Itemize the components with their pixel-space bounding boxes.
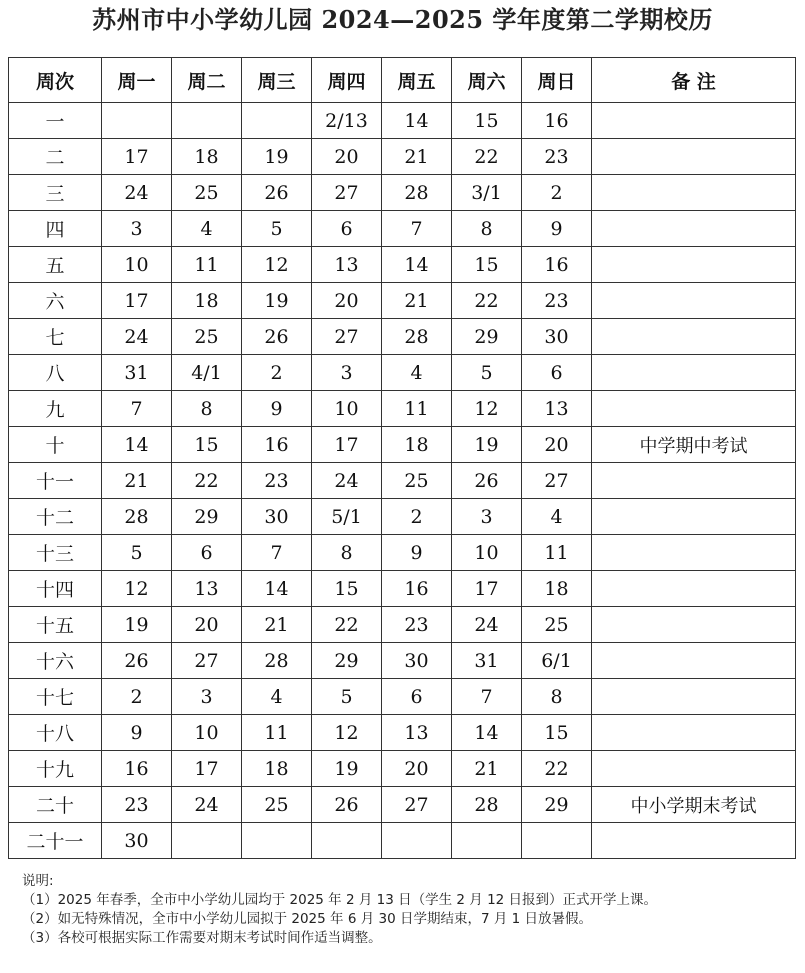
date-cell: 5 <box>242 211 312 247</box>
date-cell: 31 <box>102 355 172 391</box>
date-cell: 6 <box>172 535 242 571</box>
remark-cell <box>592 715 796 751</box>
date-cell: 26 <box>102 643 172 679</box>
table-row <box>9 607 796 643</box>
week-number-cell: 二十 <box>9 787 102 823</box>
date-cell: 19 <box>242 283 312 319</box>
date-cell: 15 <box>522 715 592 751</box>
week-number-cell: 十九 <box>9 751 102 787</box>
remark-cell <box>592 643 796 679</box>
remark-cell <box>592 211 796 247</box>
date-cell: 20 <box>172 607 242 643</box>
date-cell: 26 <box>242 175 312 211</box>
date-cell: 6 <box>312 211 382 247</box>
remark-cell <box>592 355 796 391</box>
date-cell: 18 <box>522 571 592 607</box>
date-cell <box>172 103 242 139</box>
note-item: （2）如无特殊情况，全市中小学幼儿园拟于 2025 年 6 月 30 日学期结束，7 月 1 日放暑假。 <box>22 911 593 927</box>
date-cell: 14 <box>382 247 452 283</box>
date-cell: 28 <box>102 499 172 535</box>
date-cell: 16 <box>242 427 312 463</box>
week-number-cell: 十八 <box>9 715 102 751</box>
header-remarks: 备 注 <box>592 58 796 103</box>
date-cell: 20 <box>312 139 382 175</box>
date-cell: 25 <box>242 787 312 823</box>
header-sun: 周日 <box>522 58 592 103</box>
week-number-cell: 十五 <box>9 607 102 643</box>
date-cell: 14 <box>382 103 452 139</box>
date-cell: 10 <box>102 247 172 283</box>
week-number-cell: 十三 <box>9 535 102 571</box>
date-cell: 3/1 <box>452 175 522 211</box>
date-cell: 24 <box>452 607 522 643</box>
date-cell <box>102 103 172 139</box>
date-cell: 21 <box>382 283 452 319</box>
week-number-cell: 一 <box>9 103 102 139</box>
date-cell: 4 <box>522 499 592 535</box>
table-row <box>9 319 796 355</box>
date-cell: 23 <box>102 787 172 823</box>
date-cell: 2 <box>382 499 452 535</box>
remark-cell <box>592 283 796 319</box>
date-cell: 6 <box>522 355 592 391</box>
table-row <box>9 139 796 175</box>
date-cell: 12 <box>452 391 522 427</box>
date-cell: 7 <box>452 679 522 715</box>
date-cell: 28 <box>452 787 522 823</box>
week-number-cell: 六 <box>9 283 102 319</box>
date-cell: 3 <box>312 355 382 391</box>
date-cell: 23 <box>522 283 592 319</box>
remark-cell <box>592 679 796 715</box>
school-calendar-table <box>8 57 796 859</box>
table-row <box>9 571 796 607</box>
week-number-cell: 四 <box>9 211 102 247</box>
week-number-cell: 九 <box>9 391 102 427</box>
date-cell: 4 <box>242 679 312 715</box>
date-cell: 8 <box>452 211 522 247</box>
date-cell: 27 <box>522 463 592 499</box>
table-row <box>9 211 796 247</box>
date-cell: 16 <box>522 103 592 139</box>
remark-cell <box>592 499 796 535</box>
date-cell: 8 <box>312 535 382 571</box>
date-cell <box>522 823 592 859</box>
date-cell <box>312 823 382 859</box>
date-cell: 30 <box>382 643 452 679</box>
date-cell: 26 <box>312 787 382 823</box>
header-wed: 周三 <box>242 58 312 103</box>
week-number-cell: 二十一 <box>9 823 102 859</box>
date-cell <box>242 823 312 859</box>
table-body <box>9 103 796 859</box>
date-cell: 12 <box>102 571 172 607</box>
remark-cell <box>592 391 796 427</box>
remark-cell <box>592 319 796 355</box>
date-cell: 22 <box>522 751 592 787</box>
date-cell: 10 <box>452 535 522 571</box>
date-cell: 22 <box>172 463 242 499</box>
date-cell: 8 <box>522 679 592 715</box>
header-thu: 周四 <box>312 58 382 103</box>
date-cell: 2 <box>522 175 592 211</box>
date-cell: 11 <box>522 535 592 571</box>
table-row <box>9 103 796 139</box>
date-cell: 16 <box>102 751 172 787</box>
date-cell: 28 <box>242 643 312 679</box>
week-number-cell: 十二 <box>9 499 102 535</box>
week-number-cell: 十六 <box>9 643 102 679</box>
date-cell <box>452 823 522 859</box>
remark-cell <box>592 751 796 787</box>
date-cell: 21 <box>242 607 312 643</box>
date-cell: 21 <box>102 463 172 499</box>
table-row <box>9 715 796 751</box>
date-cell: 23 <box>382 607 452 643</box>
week-number-cell: 十四 <box>9 571 102 607</box>
date-cell: 11 <box>382 391 452 427</box>
date-cell: 9 <box>102 715 172 751</box>
date-cell: 18 <box>242 751 312 787</box>
date-cell: 26 <box>452 463 522 499</box>
date-cell <box>242 103 312 139</box>
date-cell: 24 <box>172 787 242 823</box>
remark-cell <box>592 535 796 571</box>
date-cell: 2 <box>242 355 312 391</box>
date-cell: 30 <box>102 823 172 859</box>
date-cell: 18 <box>172 139 242 175</box>
remark-cell <box>592 247 796 283</box>
remark-cell <box>592 139 796 175</box>
date-cell: 18 <box>382 427 452 463</box>
date-cell: 24 <box>102 175 172 211</box>
table-row <box>9 283 796 319</box>
calendar-title: 苏州市中小学幼儿园 2024—2025 学年度第二学期校历 <box>92 5 713 34</box>
date-cell: 7 <box>102 391 172 427</box>
remark-cell <box>592 463 796 499</box>
date-cell: 22 <box>452 283 522 319</box>
date-cell: 17 <box>452 571 522 607</box>
date-cell: 13 <box>172 571 242 607</box>
table-row <box>9 175 796 211</box>
week-number-cell: 八 <box>9 355 102 391</box>
week-number-cell: 十七 <box>9 679 102 715</box>
week-number-cell: 二 <box>9 139 102 175</box>
date-cell: 5 <box>312 679 382 715</box>
table-row <box>9 679 796 715</box>
date-cell: 28 <box>382 175 452 211</box>
date-cell: 10 <box>172 715 242 751</box>
remark-cell <box>592 607 796 643</box>
date-cell: 23 <box>522 139 592 175</box>
date-cell: 16 <box>522 247 592 283</box>
date-cell: 17 <box>172 751 242 787</box>
date-cell: 12 <box>242 247 312 283</box>
date-cell <box>382 823 452 859</box>
date-cell: 27 <box>312 175 382 211</box>
date-cell: 22 <box>312 607 382 643</box>
remark-cell <box>592 103 796 139</box>
remark-cell: 中小学期末考试 <box>592 787 796 823</box>
week-number-cell: 十一 <box>9 463 102 499</box>
date-cell: 8 <box>172 391 242 427</box>
date-cell: 19 <box>102 607 172 643</box>
table-row <box>9 535 796 571</box>
date-cell: 15 <box>172 427 242 463</box>
date-cell: 20 <box>382 751 452 787</box>
date-cell: 20 <box>522 427 592 463</box>
date-cell: 17 <box>102 283 172 319</box>
date-cell: 3 <box>452 499 522 535</box>
date-cell: 6 <box>382 679 452 715</box>
table-row <box>9 499 796 535</box>
date-cell: 13 <box>312 247 382 283</box>
date-cell: 24 <box>102 319 172 355</box>
table-row <box>9 787 796 823</box>
date-cell: 4 <box>172 211 242 247</box>
date-cell: 5 <box>452 355 522 391</box>
table-row <box>9 427 796 463</box>
table-row <box>9 247 796 283</box>
date-cell: 15 <box>452 103 522 139</box>
date-cell: 31 <box>452 643 522 679</box>
date-cell: 12 <box>312 715 382 751</box>
date-cell: 13 <box>522 391 592 427</box>
week-number-cell: 七 <box>9 319 102 355</box>
date-cell: 3 <box>102 211 172 247</box>
date-cell: 15 <box>312 571 382 607</box>
date-cell: 9 <box>382 535 452 571</box>
notes-heading: 说明: <box>22 873 54 889</box>
date-cell: 27 <box>382 787 452 823</box>
date-cell: 5 <box>102 535 172 571</box>
week-number-cell: 十 <box>9 427 102 463</box>
date-cell: 16 <box>382 571 452 607</box>
date-cell: 25 <box>172 175 242 211</box>
week-number-cell: 五 <box>9 247 102 283</box>
date-cell: 11 <box>172 247 242 283</box>
date-cell: 9 <box>242 391 312 427</box>
date-cell: 15 <box>452 247 522 283</box>
header-fri: 周五 <box>382 58 452 103</box>
table-row <box>9 751 796 787</box>
date-cell: 17 <box>312 427 382 463</box>
date-cell: 13 <box>382 715 452 751</box>
week-number-cell: 三 <box>9 175 102 211</box>
date-cell: 25 <box>522 607 592 643</box>
date-cell: 24 <box>312 463 382 499</box>
date-cell: 25 <box>382 463 452 499</box>
date-cell: 27 <box>312 319 382 355</box>
date-cell: 4/1 <box>172 355 242 391</box>
note-item: （1）2025 年春季，全市中小学幼儿园均于 2025 年 2 月 13 日（学生 2 月 12 日报到）正式开学上课。 <box>22 892 658 908</box>
date-cell: 29 <box>522 787 592 823</box>
header-sat: 周六 <box>452 58 522 103</box>
date-cell: 29 <box>312 643 382 679</box>
date-cell: 23 <box>242 463 312 499</box>
date-cell: 6/1 <box>522 643 592 679</box>
date-cell: 2/13 <box>312 103 382 139</box>
date-cell: 26 <box>242 319 312 355</box>
date-cell: 11 <box>242 715 312 751</box>
date-cell: 10 <box>312 391 382 427</box>
table-row <box>9 391 796 427</box>
date-cell <box>172 823 242 859</box>
date-cell: 20 <box>312 283 382 319</box>
table-row <box>9 355 796 391</box>
date-cell: 30 <box>242 499 312 535</box>
date-cell: 19 <box>242 139 312 175</box>
remark-cell: 中学期中考试 <box>592 427 796 463</box>
date-cell: 14 <box>452 715 522 751</box>
table-row <box>9 643 796 679</box>
date-cell: 3 <box>172 679 242 715</box>
remark-cell <box>592 571 796 607</box>
date-cell: 22 <box>452 139 522 175</box>
date-cell: 19 <box>452 427 522 463</box>
date-cell: 17 <box>102 139 172 175</box>
date-cell: 7 <box>242 535 312 571</box>
date-cell: 29 <box>172 499 242 535</box>
header-tue: 周二 <box>172 58 242 103</box>
date-cell: 25 <box>172 319 242 355</box>
date-cell: 21 <box>452 751 522 787</box>
date-cell: 18 <box>172 283 242 319</box>
date-cell: 14 <box>242 571 312 607</box>
remark-cell <box>592 823 796 859</box>
date-cell: 19 <box>312 751 382 787</box>
table-header-row <box>9 58 796 103</box>
date-cell: 5/1 <box>312 499 382 535</box>
date-cell: 14 <box>102 427 172 463</box>
note-item: （3）各校可根据实际工作需要对期末考试时间作适当调整。 <box>22 930 382 946</box>
date-cell: 2 <box>102 679 172 715</box>
date-cell: 29 <box>452 319 522 355</box>
table-row <box>9 823 796 859</box>
date-cell: 28 <box>382 319 452 355</box>
date-cell: 27 <box>172 643 242 679</box>
table-row <box>9 463 796 499</box>
date-cell: 4 <box>382 355 452 391</box>
date-cell: 30 <box>522 319 592 355</box>
date-cell: 21 <box>382 139 452 175</box>
date-cell: 9 <box>522 211 592 247</box>
notes-section <box>22 872 782 948</box>
remark-cell <box>592 175 796 211</box>
header-mon: 周一 <box>102 58 172 103</box>
date-cell: 7 <box>382 211 452 247</box>
header-week: 周次 <box>9 58 102 103</box>
